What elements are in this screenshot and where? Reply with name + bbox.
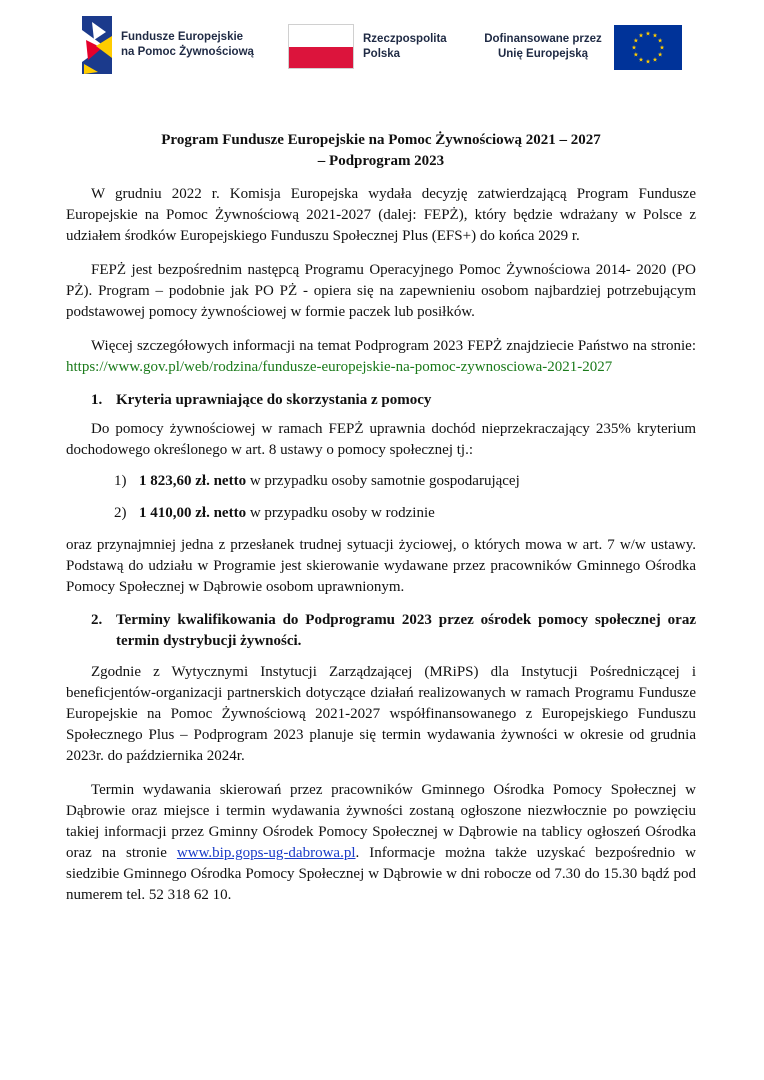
- section-2-heading: [66, 610, 696, 652]
- fe-logo-icon: [82, 16, 112, 74]
- section-2-text-a: Termin wydawania skierowań przez pracowników Gminnego Ośrodka Pomocy Społecznej w Dąbrowie oraz miejsce i termin wydawania żywności zostaną ogłoszone niezwłocznie po powzięciu takiej informacji przez Gminny Ośrodek Pomocy Społecznej w Dąbrowie na tablicy ogłoszeń Ośrodka oraz na stronie: [66, 782, 696, 861]
- paragraph-3-text: Więcej szczegółowych informacji na temat Podprogram 2023 FEPŻ znajdziecie Państwo na stronie:: [91, 338, 696, 354]
- fe-logo-text: [121, 30, 254, 60]
- list-item: [66, 471, 696, 492]
- intro-paragraph-2: FEPŻ jest bezpośrednim następcą Programu Operacyjnego Pomoc Żywnościowa 2014- 2020 (PO PŻ). Program – podobnie jak PO PŻ - opiera się na zapewnieniu osobom najbardziej potrzebującym podstawowej pomocy żywnościowej w formie paczek lub posiłków.: [66, 262, 696, 320]
- intro-paragraph-1: W grudniu 2022 r. Komisja Europejska wydała decyzję zatwierdzającą Program Fundusze Europejskie na Pomoc Żywnościową 2021-2027 (dalej: FEPŻ), który będzie wdrażany w Polsce z udziałem środków Europejskiego Funduszu Społecznej Plus (EFS+) do końca 2029 r.: [66, 186, 696, 244]
- section-1-outro: oraz przynajmniej jedna z przesłanek trudnej sytuacji życiowej, o których mowa w art. 7 w/w ustawy. Podstawą do udziału w Programie jest skierowanie wydawane przez pracowników Gminnego Ośrodka Pomocy Społecznej w Dąbrowie osobom uprawnionym.: [66, 537, 696, 595]
- eu-logo-text: [480, 32, 606, 62]
- section-1-title: Kryteria uprawniające do skorzystania z pomocy: [116, 392, 432, 408]
- list-item-text: w przypadku osoby w rodzinie: [246, 505, 435, 521]
- fe-logo-line2: na Pomoc Żywnościową: [121, 46, 254, 58]
- fe-logo-line1: Fundusze Europejskie: [121, 31, 244, 43]
- document-title: [66, 130, 696, 172]
- section-1-number: 1.: [91, 392, 103, 408]
- pl-logo-text: [363, 32, 447, 62]
- section-1-heading: [66, 390, 696, 411]
- eu-logo-line1: Dofinansowane przez: [484, 33, 602, 45]
- gov-link[interactable]: https://www.gov.pl/web/rodzina/fundusze-europejskie-na-pomoc-zywnosciowa-2021-2027: [66, 359, 613, 375]
- document-body: [66, 130, 696, 906]
- list-item-amount: 1 823,60 zł. netto: [139, 473, 247, 489]
- polish-flag-icon: [288, 24, 354, 69]
- list-item-number: 1): [114, 473, 127, 489]
- section-2-title: Terminy kwalifikowania do Podprogramu 2023 przez ośrodek pomocy społecznej oraz termin dystrybucji żywności.: [116, 612, 696, 649]
- pl-logo-line2: Polska: [363, 48, 401, 60]
- section-2-text-b: . Informacje można także uzyskać bezpośrednio w siedzibie Gminnego Ośrodka Pomocy Społecznej w Dąbrowie w dni robocze od 7.30 do 15.30 bądź pod numerem tel. 52 318 62 10.: [66, 845, 696, 903]
- section-2-number: 2.: [91, 612, 103, 628]
- eu-logo-line2: Unię Europejską: [497, 48, 589, 60]
- list-item: [66, 503, 696, 524]
- section-2-paragraph-2: [66, 780, 696, 906]
- intro-paragraph-3: [66, 336, 696, 378]
- list-item-text: w przypadku osoby samotnie gospodarującej: [246, 473, 520, 489]
- title-line1: Program Fundusze Europejskie na Pomoc Żywnościową 2021 – 2027: [161, 132, 601, 148]
- bip-link[interactable]: www.bip.gops-ug-dabrowa.pl: [176, 845, 356, 861]
- list-item-amount: 1 410,00 zł. netto: [139, 505, 247, 521]
- section-1-intro: Do pomocy żywnościowej w ramach FEPŻ uprawnia dochód nieprzekraczający 235% kryterium dochodowego określonego w art. 8 ustawy o pomocy społecznej tj.:: [66, 421, 696, 458]
- list-item-number: 2): [114, 505, 127, 521]
- title-line2: – Podprogram 2023: [317, 153, 445, 169]
- header-logos: [0, 0, 764, 80]
- eu-flag-icon: [614, 25, 682, 70]
- pl-logo-line1: Rzeczpospolita: [363, 33, 447, 45]
- section-2-paragraph-1: Zgodnie z Wytycznymi Instytucji Zarządzającej (MRiPS) dla Instytucji Pośredniczącej i beneficjentów-organizacji partnerskich dotyczące działań realizowanych w ramach Programu Fundusze Europejskie na Pomoc Żywnościową 2021-2027 współfinansowanego z Europejskiego Funduszu Społecznego Plus – Podprogram 2023 planuje się termin wydawania żywności w okresie od grudnia 2023r. do października 2024r.: [66, 664, 696, 764]
